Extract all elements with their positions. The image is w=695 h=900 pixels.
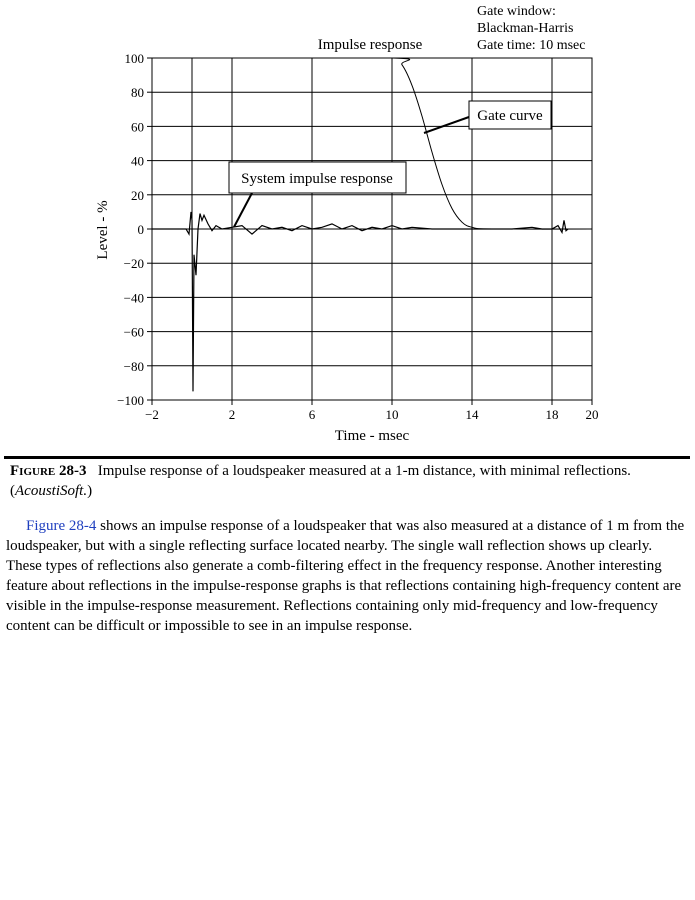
y-tick-label: 20	[131, 187, 144, 203]
caption-source: AcoustiSoft.	[15, 483, 88, 499]
caption-close: )	[87, 483, 93, 499]
gate-info-line-1: Gate window:	[477, 4, 556, 19]
figure-label: Figure 28-3	[10, 463, 87, 479]
system-impulse-leader	[234, 193, 252, 227]
system-impulse-response-line	[152, 212, 568, 392]
x-tick-label: 18	[545, 407, 559, 422]
y-tick-label: 100	[124, 51, 144, 66]
chart-title: Impulse response	[317, 37, 423, 53]
x-tick-label: 2	[228, 407, 236, 422]
x-tick-label: −2	[145, 407, 159, 422]
y-tick-label: −80	[123, 358, 144, 374]
y-axis-label: Level - %	[95, 200, 111, 260]
x-tick-label: 20	[585, 407, 599, 422]
x-tick-label: 6	[308, 407, 316, 422]
x-axis-label: Time - msec	[334, 428, 410, 444]
y-tick-label: 60	[131, 119, 144, 135]
gate-curve-leader	[424, 117, 469, 133]
caption-rule	[4, 456, 690, 459]
y-tick-label: −20	[123, 256, 144, 272]
y-tick-label: −60	[123, 324, 144, 340]
figure-link[interactable]: Figure 28-4	[26, 518, 97, 534]
y-tick-label: 40	[131, 153, 144, 169]
x-tick-label: 10	[385, 407, 399, 422]
y-tick-label: −100	[117, 393, 144, 408]
y-tick-label: 80	[131, 85, 144, 101]
body-paragraph	[6, 516, 691, 636]
y-axis-ticks	[117, 51, 152, 408]
gate-curve-annotation	[424, 101, 551, 133]
gate-curve-label: Gate curve	[477, 108, 543, 124]
y-tick-label: 0	[137, 222, 144, 237]
x-axis-ticks	[145, 400, 598, 422]
system-impulse-label: System impulse response	[241, 171, 393, 187]
figure-caption	[10, 461, 680, 501]
y-tick-label: −40	[123, 290, 144, 306]
x-tick-label: 14	[465, 407, 479, 422]
gate-info-line-2: Blackman-Harris	[477, 21, 574, 36]
gate-info-line-3: Gate time: 10 msec	[477, 38, 586, 53]
body-text: shows an impulse response of a loudspeaker that was also measured at a distance of 1 m from the loudspeaker, but with a single reflecting surface located nearby. The single wall reflection shows up clearly. These types of reflections also generate a comb-filtering effect in the frequency response. Another interesting feature about reflections in the impulse-response graphs is that reflections containing high-frequency content are visible in the impulse-response measurement. Reflections containing only mid-frequency and low-frequency content can be difficult or impossible to see in an impulse response.	[6, 518, 685, 634]
caption-text: Impulse response of a loudspeaker measured at a 1-m distance, with minimal reflections. (	[10, 463, 631, 499]
